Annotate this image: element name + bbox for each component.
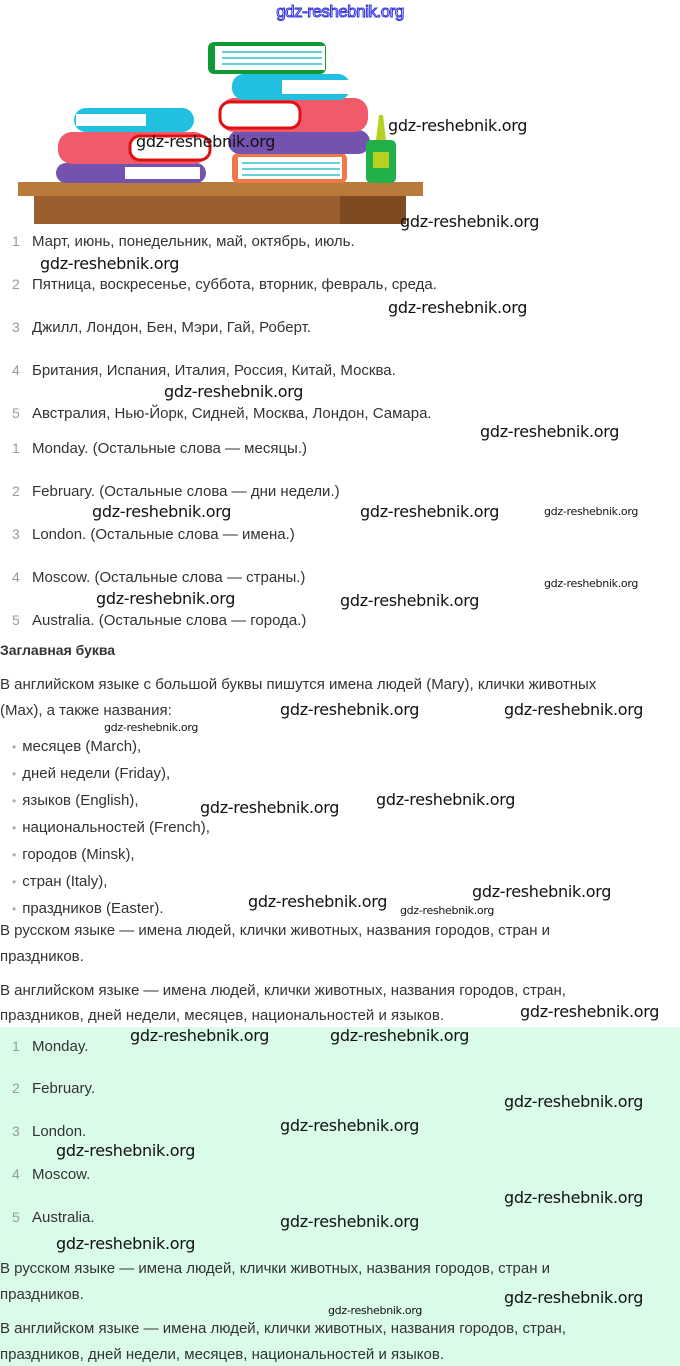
task-line: Джилл, Лондон, Бен, Мэри, Гай, Роберт.	[32, 319, 311, 336]
answer-item: February.	[32, 1080, 96, 1097]
rule-intro-line: (Max), а также названия:	[0, 702, 172, 719]
bullet-item: • национальностей (French),	[12, 819, 210, 837]
task-line: Пятница, воскресенье, суббота, вторник, февраль, среда.	[32, 276, 437, 293]
watermark: gdz-reshebnik.org	[504, 1188, 644, 1207]
answer-russian-line: В русском языке — имена людей, клички животных, названия городов, стран и	[0, 1260, 551, 1277]
watermark: gdz-reshebnik.org	[92, 502, 232, 521]
answer-line: London. (Остальные слова — имена.)	[32, 526, 295, 543]
rule-heading: Заглавная буква	[0, 642, 116, 658]
watermark: gdz-reshebnik.org	[400, 904, 495, 917]
watermark: gdz-reshebnik.org	[136, 132, 276, 151]
bullet-item: • городов (Minsk),	[12, 846, 135, 864]
item-number: 5	[12, 1209, 20, 1225]
watermark: gdz-reshebnik.org	[164, 382, 304, 401]
answer-item: Moscow.	[32, 1166, 91, 1183]
bullet-item: • месяцев (March),	[12, 738, 141, 756]
books-illustration	[0, 30, 440, 230]
bullet-item: • праздников (Easter).	[12, 900, 164, 918]
answer-item: Monday.	[32, 1038, 89, 1055]
answer-item: Australia.	[32, 1209, 95, 1226]
answer-line: Moscow. (Остальные слова — страны.)	[32, 569, 306, 586]
answer-item: London.	[32, 1123, 87, 1140]
watermark: gdz-reshebnik.org	[280, 1116, 420, 1135]
item-number: 1	[12, 233, 20, 249]
watermark: gdz-reshebnik.org	[520, 1002, 660, 1021]
item-number: 5	[12, 405, 20, 421]
item-number: 2	[12, 1080, 20, 1096]
watermark: gdz-reshebnik.org	[56, 1234, 196, 1253]
item-number: 5	[12, 612, 20, 628]
item-number: 3	[12, 526, 20, 542]
watermark: gdz-reshebnik.org	[104, 721, 199, 734]
item-number: 1	[12, 440, 20, 456]
watermark: gdz-reshebnik.org	[280, 1212, 420, 1231]
watermark: gdz-reshebnik.org	[340, 591, 480, 610]
watermark: gdz-reshebnik.org	[376, 790, 516, 809]
watermark: gdz-reshebnik.org	[388, 298, 528, 317]
item-number: 4	[12, 362, 20, 378]
watermark: gdz-reshebnik.org	[504, 1092, 644, 1111]
watermark: gdz-reshebnik.org	[248, 892, 388, 911]
watermark: gdz-reshebnik.org	[328, 1304, 423, 1317]
watermark: gdz-reshebnik.org	[480, 422, 620, 441]
item-number: 4	[12, 1166, 20, 1182]
item-number: 2	[12, 483, 20, 499]
answer-line: Monday. (Остальные слова — месяцы.)	[32, 440, 307, 457]
watermark: gdz-reshebnik.org	[504, 1288, 644, 1307]
rule-english-line: праздников, дней недели, месяцев, национальностей и языков.	[0, 1007, 444, 1024]
item-number: 1	[12, 1038, 20, 1054]
watermark: gdz-reshebnik.org	[360, 502, 500, 521]
rule-russian-line: праздников.	[0, 948, 84, 965]
task-line: Март, июнь, понедельник, май, октябрь, июль.	[32, 233, 355, 250]
watermark: gdz-reshebnik.org	[280, 700, 420, 719]
bullet-item: • языков (English),	[12, 792, 139, 810]
rule-russian-line: В русском языке — имена людей, клички животных, названия городов, стран и	[0, 922, 551, 939]
rule-english-line: В английском языке — имена людей, клички животных, названия городов, стран,	[0, 982, 566, 999]
site-watermark-link[interactable]: gdz-reshebnik.org	[276, 2, 404, 21]
item-number: 3	[12, 1123, 20, 1139]
watermark: gdz-reshebnik.org	[330, 1026, 470, 1045]
bullet-item: • стран (Italy),	[12, 873, 107, 891]
answer-english-line: В английском языке — имена людей, клички животных, названия городов, стран,	[0, 1320, 566, 1337]
watermark: gdz-reshebnik.org	[544, 577, 639, 590]
task-line: Британия, Испания, Италия, Россия, Китай, Москва.	[32, 362, 396, 379]
bullet-item: • дней недели (Friday),	[12, 765, 170, 783]
watermark: gdz-reshebnik.org	[504, 700, 644, 719]
item-number: 3	[12, 319, 20, 335]
watermark: gdz-reshebnik.org	[388, 116, 528, 135]
item-number: 2	[12, 276, 20, 292]
watermark: gdz-reshebnik.org	[56, 1141, 196, 1160]
answer-russian-line: праздников.	[0, 1286, 84, 1303]
watermark: gdz-reshebnik.org	[400, 212, 540, 231]
watermark: gdz-reshebnik.org	[472, 882, 612, 901]
watermark: gdz-reshebnik.org	[96, 589, 236, 608]
item-number: 4	[12, 569, 20, 585]
answer-line: Australia. (Остальные слова — города.)	[32, 612, 307, 629]
watermark: gdz-reshebnik.org	[40, 254, 180, 273]
answer-line: February. (Остальные слова — дни недели.)	[32, 483, 340, 500]
watermark: gdz-reshebnik.org	[544, 505, 639, 518]
watermark: gdz-reshebnik.org	[200, 798, 340, 817]
task-line: Австралия, Нью-Йорк, Сидней, Москва, Лондон, Самара.	[32, 405, 432, 422]
rule-intro-line: В английском языке с большой буквы пишутся имена людей (Mary), клички животных	[0, 676, 597, 693]
answer-english-line: праздников, дней недели, месяцев, национальностей и языков.	[0, 1346, 444, 1363]
watermark: gdz-reshebnik.org	[130, 1026, 270, 1045]
